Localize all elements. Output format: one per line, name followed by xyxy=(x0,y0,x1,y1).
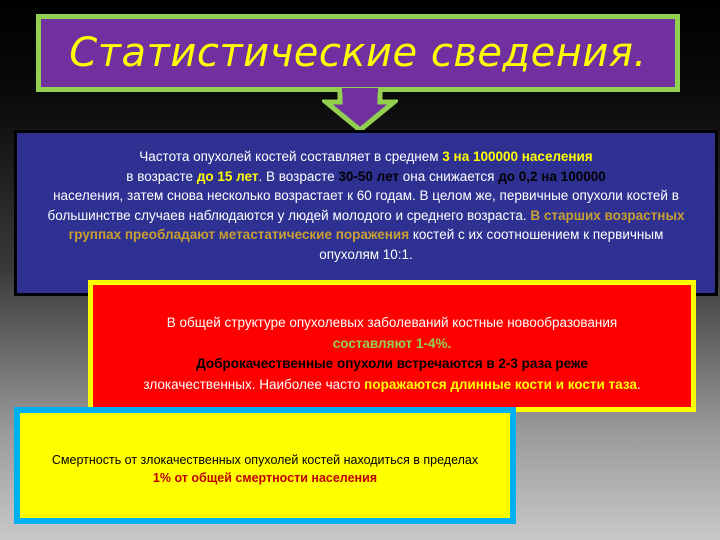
text-segment: Смертность от злокачественных опухолей костей находиться в пределах xyxy=(51,453,479,467)
text-segment: . xyxy=(636,376,641,392)
highlight-rate: до 0,2 на 100000 xyxy=(498,168,606,184)
text-segment: в возрасте xyxy=(126,168,197,184)
blue-info-box xyxy=(14,130,718,296)
title-box xyxy=(36,14,680,92)
red-info-box xyxy=(88,280,696,412)
text-segment: она снижается xyxy=(399,168,499,184)
text-segment: . В возрасте xyxy=(258,168,339,184)
text-segment: костей с их соотношением к первичным опухолям 10:1. xyxy=(319,227,664,262)
highlight-age-15: до 15 лет xyxy=(196,168,259,184)
highlight-metastatic: В старших возрастных группах преобладают метастатические поражения xyxy=(68,207,685,243)
blue-info-text xyxy=(47,147,685,297)
text-segment: В общей структуре опухолевых заболеваний костные новообразования xyxy=(166,315,618,330)
highlight-mortality: 1% от общей смертности населения xyxy=(152,471,378,485)
text-segment: Частота опухолей костей составляет в среднем xyxy=(139,149,443,164)
highlight-incidence: 3 на 100000 населения xyxy=(442,149,593,164)
text-segment: злокачественных. Наиболее часто xyxy=(143,376,365,392)
yellow-info-box xyxy=(14,407,516,524)
slide-title: Статистические сведения. xyxy=(69,30,647,76)
down-arrow-icon xyxy=(322,88,398,132)
highlight-long-bones: поражаются длинные кости и кости таза xyxy=(364,376,637,392)
text-segment: населения, затем снова несколько возрастает к 60 годам. В целом же, первичные опухоли костей в большинстве случаев наблюдаются у людей молодого и среднего возраста. xyxy=(47,188,679,223)
highlight-share: составляют 1-4%. xyxy=(332,335,452,351)
highlight-benign: Доброкачественные опухоли встречаются в 2-3 раза реже xyxy=(196,356,588,371)
highlight-age-30-50: 30-50 лет xyxy=(338,168,400,184)
